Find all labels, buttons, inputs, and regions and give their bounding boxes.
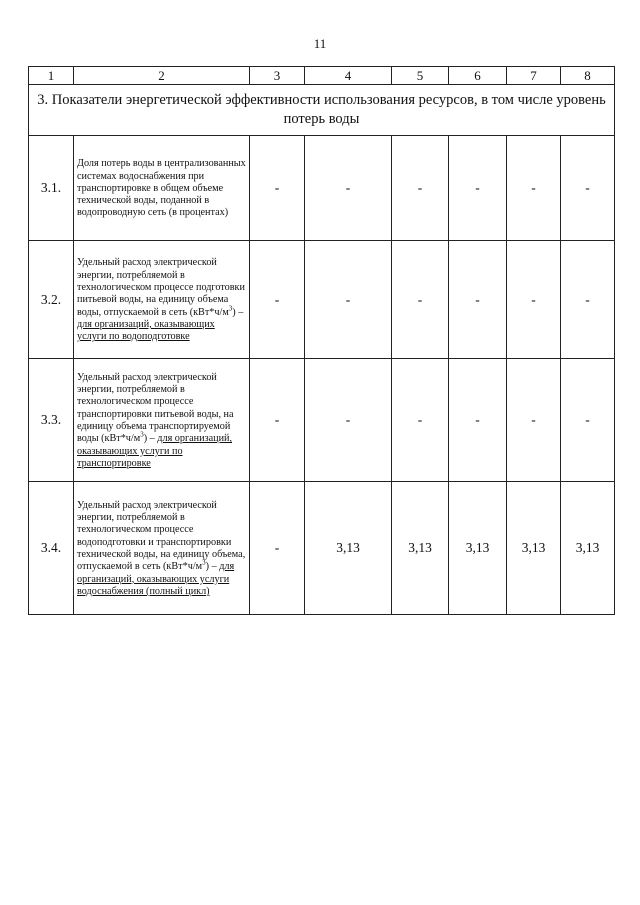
- row-value: -: [305, 241, 392, 359]
- row-value: -: [250, 136, 305, 241]
- row-description: [74, 482, 250, 615]
- column-header: 7: [507, 67, 561, 85]
- row-value: 3,13: [449, 482, 507, 615]
- description-text: Удельный расход электрической энергии, потребляемой в технологическом процессе транспортировки питьевой воды, на единицу объема транспортируемой воды (кВт*ч/м: [77, 371, 234, 445]
- description-text-end: ) –: [205, 561, 220, 573]
- section-header-row: [29, 85, 615, 136]
- description-superscript: 3: [140, 430, 144, 439]
- description-underlined: для организаций, оказывающих услуги по водоподготовке: [77, 318, 215, 343]
- description-underlined: для организаций, оказывающих услуги по транспортировке: [77, 433, 233, 469]
- table-row: [29, 241, 615, 359]
- table-row: [29, 136, 615, 241]
- description-superscript: 3: [202, 558, 206, 567]
- row-number: 3.4.: [29, 482, 74, 615]
- row-number: 3.1.: [29, 136, 74, 241]
- description-superscript: 3: [228, 304, 233, 313]
- page-number: 11: [313, 36, 327, 51]
- column-header: 1: [29, 67, 74, 85]
- description-text: Удельный расход электрической энергии, потребляемой в технологическом процессе водоподготовки и транспортировки технической воды, на единицу объема, отпускаемой в сеть (кВт*ч/м: [77, 499, 246, 573]
- row-value: -: [392, 359, 449, 482]
- row-value: -: [392, 241, 449, 359]
- row-value: -: [250, 241, 305, 359]
- column-header: 8: [561, 67, 615, 85]
- row-value: -: [561, 136, 615, 241]
- row-description: [74, 241, 250, 359]
- row-value: -: [449, 359, 507, 482]
- row-description: Доля потерь воды в централизованных системах водоснабжения при транспортировке в общем объеме технической воды, поданной в водопроводную сеть (в процентах): [74, 136, 250, 241]
- column-header: 5: [392, 67, 449, 85]
- description-underlined: для организаций, оказывающих услуги водоснабжения (полный цикл): [77, 561, 235, 597]
- row-number: 3.3.: [29, 359, 74, 482]
- row-value: -: [507, 136, 561, 241]
- row-value: -: [250, 359, 305, 482]
- row-value: -: [305, 136, 392, 241]
- table-row: [29, 482, 615, 615]
- row-value: 3,13: [392, 482, 449, 615]
- column-number-row: [29, 67, 615, 85]
- row-value: -: [449, 241, 507, 359]
- row-value: -: [507, 359, 561, 482]
- description-text-end: ) –: [143, 433, 158, 445]
- row-value: -: [250, 482, 305, 615]
- row-value: -: [449, 136, 507, 241]
- column-header: 2: [74, 67, 250, 85]
- description-text: Удельный расход электрической энергии, потребляемой в технологическом процессе подготовки питьевой воды, на единицу объема воды, отпускаемой в сеть (кВт*ч/м: [77, 257, 245, 318]
- indicators-table: [28, 66, 615, 615]
- row-value: -: [561, 241, 615, 359]
- row-value: -: [305, 359, 392, 482]
- description-text-end: ) –: [232, 306, 244, 318]
- row-value: -: [507, 241, 561, 359]
- column-header: 3: [250, 67, 305, 85]
- row-value: -: [561, 359, 615, 482]
- table-row: [29, 359, 615, 482]
- row-number: 3.2.: [29, 241, 74, 359]
- row-value: 3,13: [561, 482, 615, 615]
- column-header: 6: [449, 67, 507, 85]
- row-value: -: [392, 136, 449, 241]
- row-description: [74, 359, 250, 482]
- row-value: 3,13: [507, 482, 561, 615]
- row-value: 3,13: [305, 482, 392, 615]
- section-title: 3. Показатели энергетической эффективности использования ресурсов, в том числе уровень потерь воды: [29, 85, 615, 136]
- column-header: 4: [305, 67, 392, 85]
